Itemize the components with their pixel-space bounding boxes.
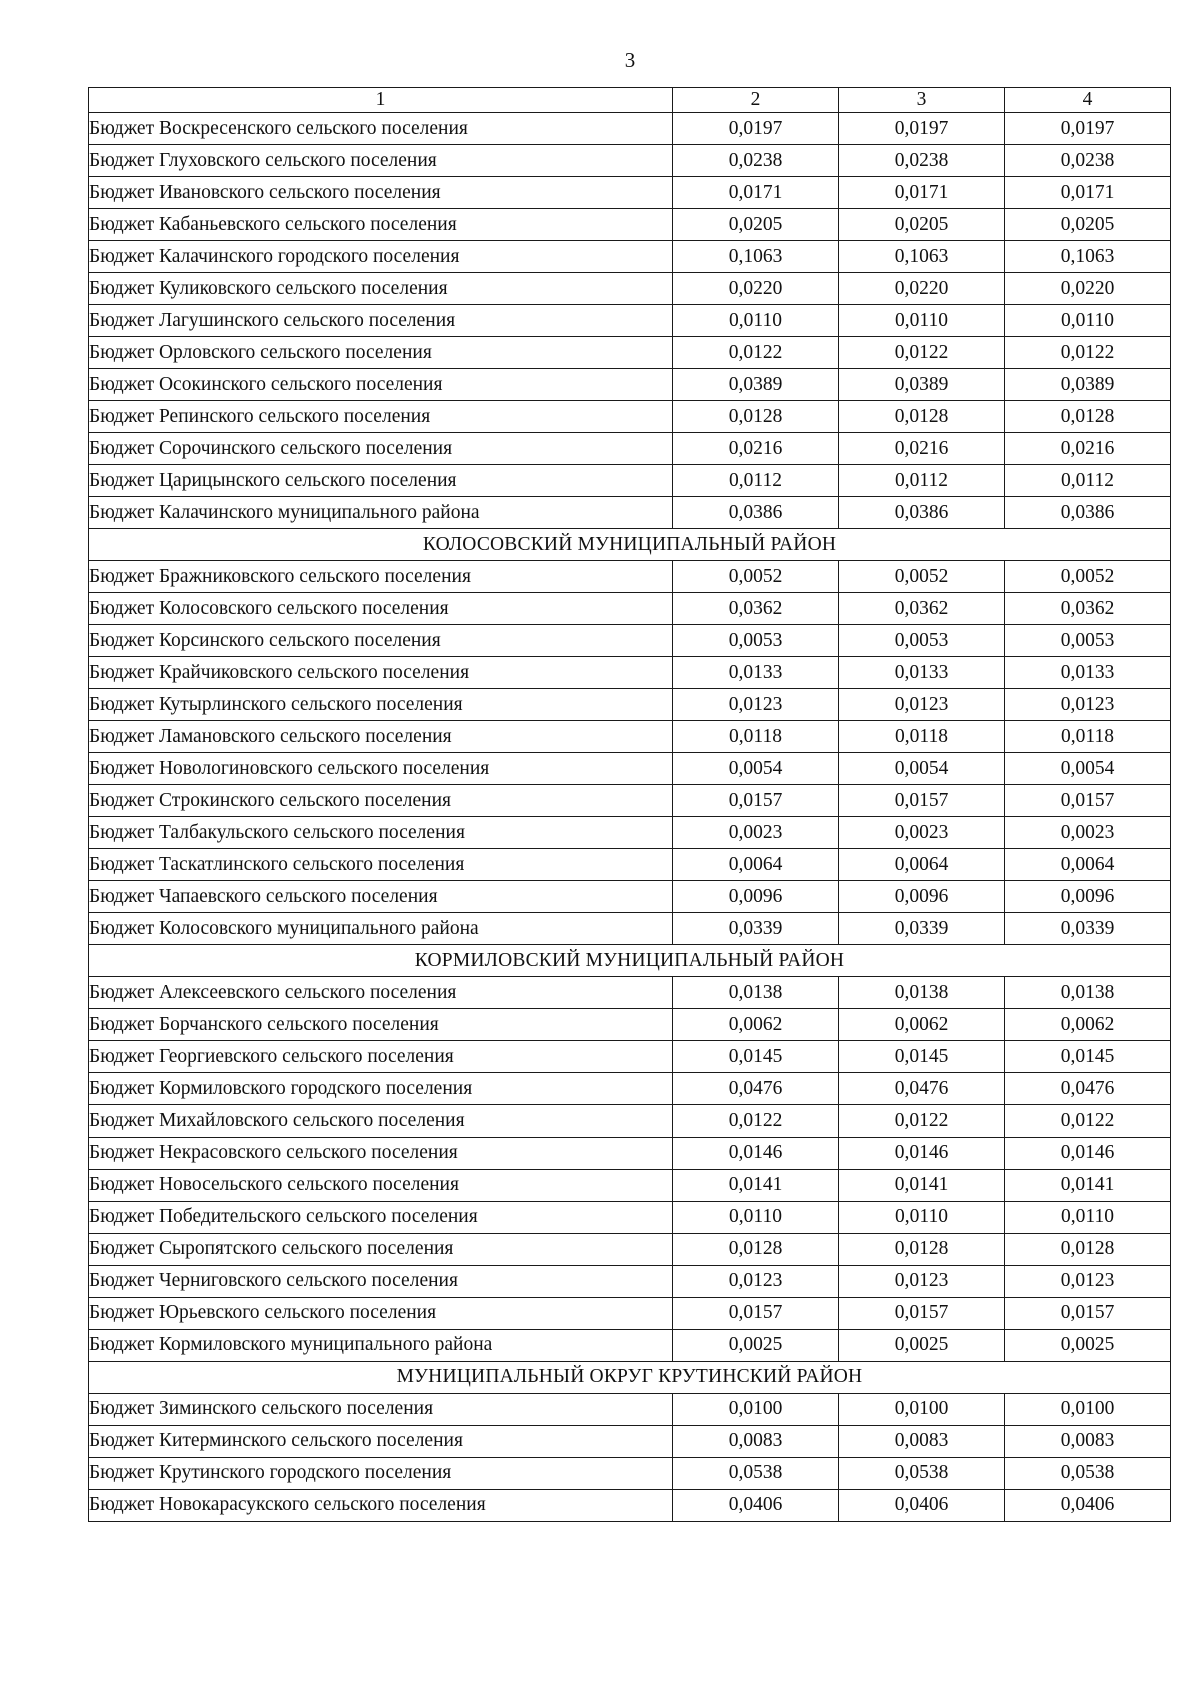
value-cell-col-3: 0,0053 xyxy=(839,625,1005,657)
value-cell-col-2: 0,0538 xyxy=(673,1457,839,1489)
budget-name-cell: Бюджет Новокарасукского сельского поселения xyxy=(89,1489,673,1521)
table-row xyxy=(89,337,1171,369)
value-cell-col-4: 0,0083 xyxy=(1005,1425,1171,1457)
budget-name-cell: Бюджет Орловского сельского поселения xyxy=(89,337,673,369)
header-row xyxy=(89,88,1171,113)
table-row xyxy=(89,753,1171,785)
table-row xyxy=(89,1297,1171,1329)
value-cell-col-4: 0,0100 xyxy=(1005,1393,1171,1425)
table-row xyxy=(89,1393,1171,1425)
budget-name-cell: Бюджет Глуховского сельского поселения xyxy=(89,145,673,177)
budget-name-cell: Бюджет Колосовского сельского поселения xyxy=(89,593,673,625)
value-cell-col-4: 0,0096 xyxy=(1005,881,1171,913)
budget-name-cell: Бюджет Георгиевского сельского поселения xyxy=(89,1041,673,1073)
value-cell-col-4: 0,0064 xyxy=(1005,849,1171,881)
table-row xyxy=(89,465,1171,497)
table-row xyxy=(89,145,1171,177)
value-cell-col-4: 0,0062 xyxy=(1005,1009,1171,1041)
column-header: 3 xyxy=(839,88,1005,113)
budget-name-cell: Бюджет Победительского сельского поселения xyxy=(89,1201,673,1233)
budget-name-cell: Бюджет Черниговского сельского поселения xyxy=(89,1265,673,1297)
table-row xyxy=(89,721,1171,753)
value-cell-col-3: 0,0100 xyxy=(839,1393,1005,1425)
value-cell-col-3: 0,0220 xyxy=(839,273,1005,305)
value-cell-col-3: 0,0128 xyxy=(839,401,1005,433)
value-cell-col-3: 0,0406 xyxy=(839,1489,1005,1521)
value-cell-col-2: 0,0100 xyxy=(673,1393,839,1425)
section-header-row xyxy=(89,945,1171,977)
budget-name-cell: Бюджет Репинского сельского поселения xyxy=(89,401,673,433)
budget-name-cell: Бюджет Чапаевского сельского поселения xyxy=(89,881,673,913)
value-cell-col-3: 0,0110 xyxy=(839,1201,1005,1233)
value-cell-col-2: 0,0054 xyxy=(673,753,839,785)
column-header: 2 xyxy=(673,88,839,113)
value-cell-col-3: 0,0110 xyxy=(839,305,1005,337)
table-row xyxy=(89,881,1171,913)
budget-name-cell: Бюджет Колосовского муниципального района xyxy=(89,913,673,945)
value-cell-col-2: 0,0052 xyxy=(673,561,839,593)
value-cell-col-4: 0,0406 xyxy=(1005,1489,1171,1521)
value-cell-col-4: 0,0171 xyxy=(1005,177,1171,209)
value-cell-col-4: 0,0128 xyxy=(1005,1233,1171,1265)
value-cell-col-4: 0,0476 xyxy=(1005,1073,1171,1105)
section-title: КОЛОСОВСКИЙ МУНИЦИПАЛЬНЫЙ РАЙОН xyxy=(89,529,1171,561)
value-cell-col-3: 0,0171 xyxy=(839,177,1005,209)
value-cell-col-2: 0,0128 xyxy=(673,401,839,433)
value-cell-col-3: 0,0096 xyxy=(839,881,1005,913)
value-cell-col-3: 0,0064 xyxy=(839,849,1005,881)
value-cell-col-2: 0,0216 xyxy=(673,433,839,465)
value-cell-col-3: 0,0538 xyxy=(839,1457,1005,1489)
budget-name-cell: Бюджет Крайчиковского сельского поселения xyxy=(89,657,673,689)
value-cell-col-2: 0,0171 xyxy=(673,177,839,209)
budget-name-cell: Бюджет Борчанского сельского поселения xyxy=(89,1009,673,1041)
budget-name-cell: Бюджет Корсинского сельского поселения xyxy=(89,625,673,657)
value-cell-col-3: 0,0133 xyxy=(839,657,1005,689)
table-row xyxy=(89,1073,1171,1105)
budget-name-cell: Бюджет Сыропятского сельского поселения xyxy=(89,1233,673,1265)
table-row xyxy=(89,1169,1171,1201)
value-cell-col-3: 0,0216 xyxy=(839,433,1005,465)
value-cell-col-4: 0,0216 xyxy=(1005,433,1171,465)
budget-name-cell: Бюджет Ламановского сельского поселения xyxy=(89,721,673,753)
value-cell-col-2: 0,0123 xyxy=(673,689,839,721)
value-cell-col-4: 0,0122 xyxy=(1005,337,1171,369)
value-cell-col-2: 0,0362 xyxy=(673,593,839,625)
value-cell-col-3: 0,0112 xyxy=(839,465,1005,497)
table-row xyxy=(89,625,1171,657)
table-row xyxy=(89,433,1171,465)
section-header-row xyxy=(89,529,1171,561)
section-title: МУНИЦИПАЛЬНЫЙ ОКРУГ КРУТИНСКИЙ РАЙОН xyxy=(89,1361,1171,1393)
value-cell-col-2: 0,0157 xyxy=(673,1297,839,1329)
value-cell-col-2: 0,0238 xyxy=(673,145,839,177)
table-row xyxy=(89,401,1171,433)
table-row xyxy=(89,1425,1171,1457)
budget-name-cell: Бюджет Новосельского сельского поселения xyxy=(89,1169,673,1201)
table-row xyxy=(89,1489,1171,1521)
value-cell-col-3: 0,0122 xyxy=(839,1105,1005,1137)
table-row xyxy=(89,977,1171,1009)
value-cell-col-4: 0,0220 xyxy=(1005,273,1171,305)
value-cell-col-3: 0,0146 xyxy=(839,1137,1005,1169)
value-cell-col-2: 0,0118 xyxy=(673,721,839,753)
table-row xyxy=(89,1265,1171,1297)
value-cell-col-3: 0,0083 xyxy=(839,1425,1005,1457)
table-row xyxy=(89,273,1171,305)
value-cell-col-2: 0,0138 xyxy=(673,977,839,1009)
value-cell-col-4: 0,0128 xyxy=(1005,401,1171,433)
section-title: КОРМИЛОВСКИЙ МУНИЦИПАЛЬНЫЙ РАЙОН xyxy=(89,945,1171,977)
budget-table xyxy=(88,87,1171,1522)
table-row xyxy=(89,1457,1171,1489)
table-row xyxy=(89,1329,1171,1361)
table-row xyxy=(89,913,1171,945)
value-cell-col-2: 0,0025 xyxy=(673,1329,839,1361)
value-cell-col-3: 0,0118 xyxy=(839,721,1005,753)
value-cell-col-4: 0,0054 xyxy=(1005,753,1171,785)
section-header-row xyxy=(89,1361,1171,1393)
table-row xyxy=(89,593,1171,625)
value-cell-col-2: 0,0141 xyxy=(673,1169,839,1201)
table-row xyxy=(89,657,1171,689)
value-cell-col-2: 0,0146 xyxy=(673,1137,839,1169)
value-cell-col-4: 0,0025 xyxy=(1005,1329,1171,1361)
value-cell-col-4: 0,0138 xyxy=(1005,977,1171,1009)
table-row xyxy=(89,689,1171,721)
value-cell-col-3: 0,0025 xyxy=(839,1329,1005,1361)
budget-name-cell: Бюджет Бражниковского сельского поселения xyxy=(89,561,673,593)
value-cell-col-4: 0,0238 xyxy=(1005,145,1171,177)
table-body xyxy=(89,113,1171,1522)
budget-name-cell: Бюджет Куликовского сельского поселения xyxy=(89,273,673,305)
budget-name-cell: Бюджет Талбакульского сельского поселения xyxy=(89,817,673,849)
value-cell-col-2: 0,0123 xyxy=(673,1265,839,1297)
value-cell-col-3: 0,0023 xyxy=(839,817,1005,849)
value-cell-col-2: 0,0096 xyxy=(673,881,839,913)
value-cell-col-4: 0,0052 xyxy=(1005,561,1171,593)
value-cell-col-2: 0,0110 xyxy=(673,1201,839,1233)
budget-name-cell: Бюджет Новологиновского сельского поселения xyxy=(89,753,673,785)
budget-name-cell: Бюджет Осокинского сельского поселения xyxy=(89,369,673,401)
table-row xyxy=(89,1201,1171,1233)
value-cell-col-3: 0,0052 xyxy=(839,561,1005,593)
table-row xyxy=(89,177,1171,209)
table-row xyxy=(89,1233,1171,1265)
budget-name-cell: Бюджет Алексеевского сельского поселения xyxy=(89,977,673,1009)
value-cell-col-2: 0,0197 xyxy=(673,113,839,145)
budget-name-cell: Бюджет Некрасовского сельского поселения xyxy=(89,1137,673,1169)
value-cell-col-4: 0,0133 xyxy=(1005,657,1171,689)
value-cell-col-2: 0,0386 xyxy=(673,497,839,529)
value-cell-col-2: 0,0389 xyxy=(673,369,839,401)
table-row xyxy=(89,369,1171,401)
budget-name-cell: Бюджет Кормиловского городского поселения xyxy=(89,1073,673,1105)
value-cell-col-4: 0,0538 xyxy=(1005,1457,1171,1489)
value-cell-col-2: 0,0145 xyxy=(673,1041,839,1073)
value-cell-col-4: 0,1063 xyxy=(1005,241,1171,273)
value-cell-col-4: 0,0122 xyxy=(1005,1105,1171,1137)
value-cell-col-4: 0,0157 xyxy=(1005,1297,1171,1329)
budget-name-cell: Бюджет Крутинского городского поселения xyxy=(89,1457,673,1489)
budget-name-cell: Бюджет Калачинского муниципального района xyxy=(89,497,673,529)
value-cell-col-2: 0,0064 xyxy=(673,849,839,881)
value-cell-col-2: 0,0122 xyxy=(673,1105,839,1137)
value-cell-col-4: 0,0123 xyxy=(1005,1265,1171,1297)
value-cell-col-3: 0,0138 xyxy=(839,977,1005,1009)
value-cell-col-3: 0,0141 xyxy=(839,1169,1005,1201)
table-row xyxy=(89,817,1171,849)
value-cell-col-2: 0,0157 xyxy=(673,785,839,817)
value-cell-col-4: 0,0145 xyxy=(1005,1041,1171,1073)
value-cell-col-3: 0,0157 xyxy=(839,1297,1005,1329)
budget-name-cell: Бюджет Кормиловского муниципального района xyxy=(89,1329,673,1361)
value-cell-col-4: 0,0339 xyxy=(1005,913,1171,945)
budget-name-cell: Бюджет Кутырлинского сельского поселения xyxy=(89,689,673,721)
value-cell-col-4: 0,0157 xyxy=(1005,785,1171,817)
budget-name-cell: Бюджет Таскатлинского сельского поселения xyxy=(89,849,673,881)
value-cell-col-3: 0,1063 xyxy=(839,241,1005,273)
budget-name-cell: Бюджет Михайловского сельского поселения xyxy=(89,1105,673,1137)
table-row xyxy=(89,241,1171,273)
value-cell-col-3: 0,0476 xyxy=(839,1073,1005,1105)
value-cell-col-4: 0,0389 xyxy=(1005,369,1171,401)
value-cell-col-3: 0,0062 xyxy=(839,1009,1005,1041)
value-cell-col-4: 0,0386 xyxy=(1005,497,1171,529)
value-cell-col-2: 0,1063 xyxy=(673,241,839,273)
value-cell-col-3: 0,0389 xyxy=(839,369,1005,401)
budget-name-cell: Бюджет Сорочинского сельского поселения xyxy=(89,433,673,465)
value-cell-col-2: 0,0053 xyxy=(673,625,839,657)
value-cell-col-3: 0,0205 xyxy=(839,209,1005,241)
table-row xyxy=(89,1041,1171,1073)
budget-name-cell: Бюджет Юрьевского сельского поселения xyxy=(89,1297,673,1329)
budget-name-cell: Бюджет Кабаньевского сельского поселения xyxy=(89,209,673,241)
budget-name-cell: Бюджет Калачинского городского поселения xyxy=(89,241,673,273)
value-cell-col-4: 0,0197 xyxy=(1005,113,1171,145)
budget-name-cell: Бюджет Зиминского сельского поселения xyxy=(89,1393,673,1425)
page-number: 3 xyxy=(624,48,636,72)
value-cell-col-2: 0,0128 xyxy=(673,1233,839,1265)
budget-name-cell: Бюджет Ивановского сельского поселения xyxy=(89,177,673,209)
value-cell-col-3: 0,0339 xyxy=(839,913,1005,945)
value-cell-col-4: 0,0146 xyxy=(1005,1137,1171,1169)
value-cell-col-2: 0,0133 xyxy=(673,657,839,689)
budget-name-cell: Бюджет Строкинского сельского поселения xyxy=(89,785,673,817)
value-cell-col-4: 0,0118 xyxy=(1005,721,1171,753)
value-cell-col-3: 0,0157 xyxy=(839,785,1005,817)
value-cell-col-3: 0,0054 xyxy=(839,753,1005,785)
value-cell-col-4: 0,0123 xyxy=(1005,689,1171,721)
value-cell-col-3: 0,0362 xyxy=(839,593,1005,625)
table-row xyxy=(89,209,1171,241)
table-row xyxy=(89,497,1171,529)
value-cell-col-4: 0,0141 xyxy=(1005,1169,1171,1201)
budget-name-cell: Бюджет Царицынского сельского поселения xyxy=(89,465,673,497)
table-row xyxy=(89,305,1171,337)
table-row xyxy=(89,113,1171,145)
value-cell-col-4: 0,0053 xyxy=(1005,625,1171,657)
value-cell-col-2: 0,0062 xyxy=(673,1009,839,1041)
value-cell-col-2: 0,0205 xyxy=(673,209,839,241)
value-cell-col-2: 0,0083 xyxy=(673,1425,839,1457)
value-cell-col-4: 0,0112 xyxy=(1005,465,1171,497)
budget-name-cell: Бюджет Китерминского сельского поселения xyxy=(89,1425,673,1457)
value-cell-col-2: 0,0476 xyxy=(673,1073,839,1105)
table-row xyxy=(89,1009,1171,1041)
column-header: 1 xyxy=(89,88,673,113)
value-cell-col-3: 0,0386 xyxy=(839,497,1005,529)
value-cell-col-4: 0,0110 xyxy=(1005,305,1171,337)
budget-name-cell: Бюджет Воскресенского сельского поселения xyxy=(89,113,673,145)
value-cell-col-2: 0,0220 xyxy=(673,273,839,305)
value-cell-col-2: 0,0023 xyxy=(673,817,839,849)
value-cell-col-3: 0,0145 xyxy=(839,1041,1005,1073)
table-row xyxy=(89,1137,1171,1169)
value-cell-col-4: 0,0362 xyxy=(1005,593,1171,625)
value-cell-col-3: 0,0128 xyxy=(839,1233,1005,1265)
value-cell-col-2: 0,0339 xyxy=(673,913,839,945)
value-cell-col-4: 0,0023 xyxy=(1005,817,1171,849)
value-cell-col-2: 0,0110 xyxy=(673,305,839,337)
table-row xyxy=(89,785,1171,817)
value-cell-col-3: 0,0123 xyxy=(839,689,1005,721)
value-cell-col-3: 0,0238 xyxy=(839,145,1005,177)
value-cell-col-2: 0,0112 xyxy=(673,465,839,497)
value-cell-col-3: 0,0197 xyxy=(839,113,1005,145)
budget-name-cell: Бюджет Лагушинского сельского поселения xyxy=(89,305,673,337)
value-cell-col-4: 0,0205 xyxy=(1005,209,1171,241)
column-header: 4 xyxy=(1005,88,1171,113)
table-row xyxy=(89,1105,1171,1137)
value-cell-col-2: 0,0406 xyxy=(673,1489,839,1521)
table-row xyxy=(89,561,1171,593)
value-cell-col-3: 0,0122 xyxy=(839,337,1005,369)
value-cell-col-4: 0,0110 xyxy=(1005,1201,1171,1233)
table-row xyxy=(89,849,1171,881)
value-cell-col-3: 0,0123 xyxy=(839,1265,1005,1297)
value-cell-col-2: 0,0122 xyxy=(673,337,839,369)
